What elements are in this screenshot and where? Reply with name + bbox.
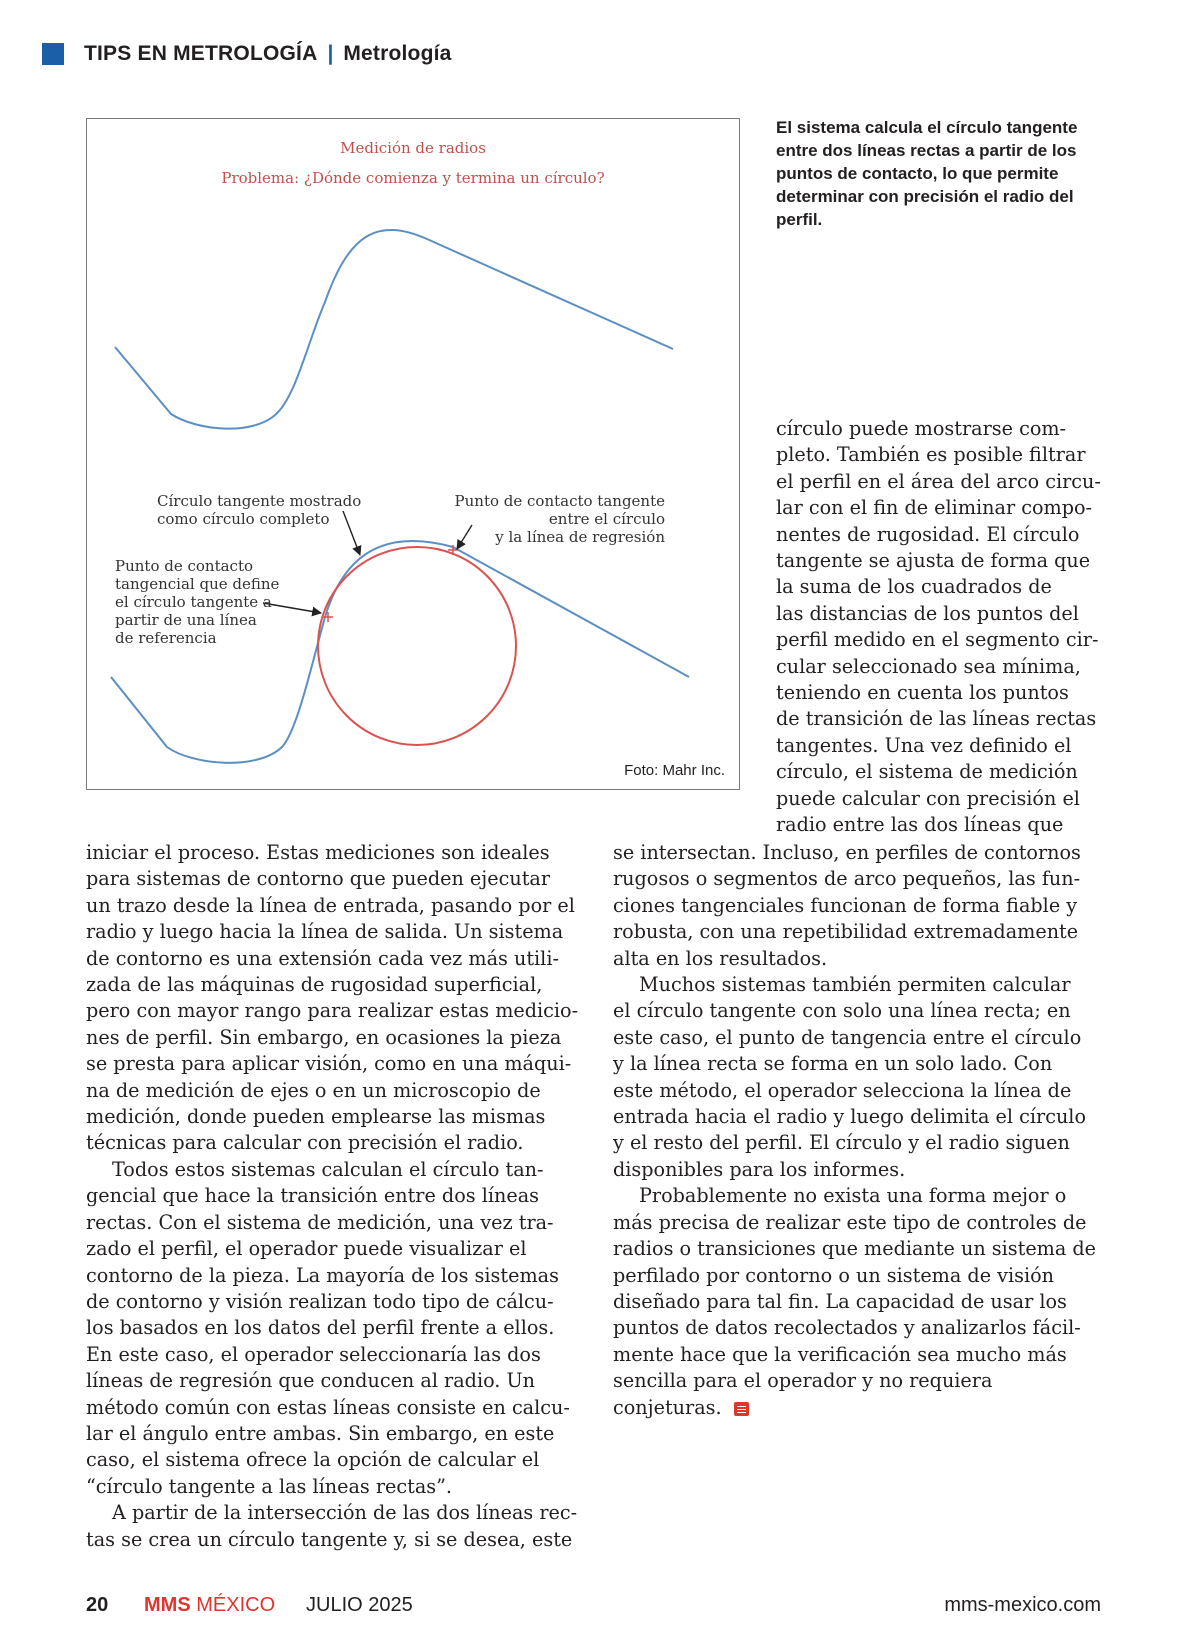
text-line: se presta para aplicar visión, como en una máqui- (86, 1052, 572, 1076)
tangent-circle (318, 547, 516, 745)
text-line: nentes de rugosidad. El círculo (776, 522, 1080, 546)
text-line: el perfil en el área del arco circu- (776, 469, 1101, 493)
text-line: círculo puede mostrarse com- (776, 417, 1067, 440)
article-left-column (86, 840, 578, 1553)
text-line: lar con el fin de eliminar compo- (776, 496, 1093, 520)
text-line: zado el perfil, el operador puede visualizar el (86, 1237, 527, 1261)
text-line: se intersectan. Incluso, en perfiles de contornos (613, 841, 1081, 864)
text-line: teniendo en cuenta los puntos (776, 681, 1069, 705)
text-line: perfil medido en el segmento cir- (776, 628, 1099, 652)
text-line: para sistemas de contorno que pueden ejecutar (86, 867, 551, 891)
label-full-circle: Círculo tangente mostrado como círculo completo (157, 492, 362, 528)
text-line: radios o transiciones que mediante un sistema de (613, 1237, 1097, 1261)
text-line: líneas de regresión que conducen al radio. Un (86, 1369, 536, 1393)
text-line: tangente se ajusta de forma que (776, 549, 1091, 573)
text-line: disponibles para los informes. (613, 1157, 906, 1181)
text-line: alta en los resultados. (613, 946, 828, 970)
label-contact-right: Punto de contacto tangente entre el círculo y la línea de regresión (454, 492, 665, 546)
issue-date: JULIO 2025 (306, 1594, 413, 1616)
section-category: Metrología (343, 42, 452, 65)
text-line: gencial que hace la transición entre dos líneas (86, 1184, 539, 1208)
text-line: técnicas para calcular con precisión el radio. (86, 1131, 524, 1155)
text-line: sencilla para el operador y no requiera (613, 1369, 993, 1393)
text-line: puede calcular con precisión el (776, 786, 1080, 810)
page-footer (86, 1594, 1101, 1622)
brand-rest: MÉXICO (196, 1594, 276, 1616)
text-line: pleto. También es posible filtrar (776, 443, 1086, 467)
text-line: na de medición de ejes o en un microscopio de (86, 1078, 541, 1102)
text-line: rugosos o segmentos de arco pequeños, las fun- (613, 867, 1081, 891)
end-of-article-icon (734, 1402, 749, 1416)
article-right-top (776, 416, 1101, 839)
text-line: la suma de los cuadrados de (776, 575, 1052, 599)
section-title: TIPS EN METROLOGÍA (84, 42, 318, 65)
photo-credit: Foto: Mahr Inc. (624, 762, 725, 779)
text-line: “círculo tangente a las líneas rectas”. (86, 1474, 453, 1498)
text-line: método común con estas líneas consiste en calcu- (86, 1395, 570, 1419)
text-line: y la línea recta se forma en un solo lado. Con (613, 1052, 1053, 1076)
page-header (42, 38, 452, 70)
brand-bold: MMS (144, 1594, 191, 1616)
text-line: En este caso, el operador seleccionaría las dos (86, 1342, 541, 1366)
text-line: rectas. Con el sistema de medición, una vez tra- (86, 1210, 554, 1234)
text-line: más precisa de realizar este tipo de controles de (613, 1210, 1087, 1234)
page-number: 20 (86, 1594, 109, 1616)
text-line: tas se crea un círculo tangente y, si se desea, este (86, 1527, 573, 1551)
profile-diagram (87, 119, 739, 789)
text-line: Muchos sistemas también permiten calcular (639, 973, 1071, 997)
upper-profile-curve (115, 230, 673, 429)
text-line: caso, el sistema ofrece la opción de calcular el (86, 1448, 540, 1472)
text-line: pero con mayor rango para realizar estas medicio- (86, 999, 579, 1023)
text-line: puntos de datos recolectados y analizarlos fácil- (613, 1316, 1081, 1340)
figure-title: Medición de radios (340, 139, 486, 157)
text-line: iniciar el proceso. Estas mediciones son ideales (86, 841, 550, 864)
text-line: cular seleccionado sea mínima, (776, 654, 1081, 678)
article-right-column (613, 840, 1096, 1421)
section-marker-icon (42, 43, 64, 65)
text-line: Todos estos sistemas calculan el círculo tan- (112, 1157, 544, 1181)
text-line: medición, donde pueden emplearse las mismas (86, 1105, 546, 1129)
text-line: ciones tangenciales funcionan de forma fiable y (613, 893, 1078, 917)
text-line: zada de las máquinas de rugosidad superficial, (86, 973, 543, 997)
text-line: tangentes. Una vez definido el (776, 733, 1072, 757)
text-line: de contorno y visión realizan todo tipo de cálcu- (86, 1289, 554, 1313)
text-line: A partir de la intersección de las dos líneas rec- (112, 1501, 578, 1525)
radius-measurement-figure (86, 118, 740, 790)
text-line: lar el ángulo entre ambas. Sin embargo, en este (86, 1421, 555, 1445)
text-line: conjeturas. (613, 1395, 1096, 1421)
text-line: Probablemente no exista una forma mejor o (639, 1184, 1067, 1208)
text-line: radio y luego hacia la línea de salida. Un sistema (86, 920, 564, 944)
website-link[interactable]: mms-mexico.com (944, 1594, 1101, 1616)
text-line: este método, el operador selecciona la línea de (613, 1078, 1072, 1102)
figure-caption: El sistema calcula el círculo tangente entre dos líneas rectas a partir de los puntos de contacto, lo que permite determinar con precisión el radio del perfil. (776, 118, 1078, 229)
text-line: las distancias de los puntos del (776, 601, 1079, 625)
figure-problem: Problema: ¿Dónde comienza y termina un círculo? (221, 169, 605, 187)
text-line: nes de perfil. Sin embargo, en ocasiones la pieza (86, 1025, 562, 1049)
text-line: radio entre las dos líneas que (776, 813, 1064, 837)
text-line: y el resto del perfil. El círculo y el radio siguen (613, 1131, 1070, 1155)
text-line: contorno de la pieza. La mayoría de los sistemas (86, 1263, 559, 1287)
text-line: el círculo tangente con solo una línea recta; en (613, 999, 1071, 1023)
text-line: de contorno es una extensión cada vez más utili- (86, 946, 559, 970)
text-line: los basados en los datos del perfil frente a ellos. (86, 1316, 555, 1340)
text-line: diseñado para tal fin. La capacidad de usar los (613, 1289, 1067, 1313)
text-line: un trazo desde la línea de entrada, pasando por el (86, 893, 575, 917)
label-contact-left: Punto de contacto tangencial que define el círculo tangente a partir de una línea de referencia (115, 557, 280, 647)
text-line: de transición de las líneas rectas (776, 707, 1097, 731)
text-line: perfilado por contorno o un sistema de visión (613, 1263, 1055, 1287)
text-line: mente hace que la verificación sea mucho más (613, 1342, 1067, 1366)
text-line: entrada hacia el radio y luego delimita el círculo (613, 1105, 1086, 1129)
header-separator: | (327, 42, 334, 65)
text-line: círculo, el sistema de medición (776, 760, 1078, 784)
text-line: este caso, el punto de tangencia entre el círculo (613, 1025, 1082, 1049)
text-line: robusta, con una repetibilidad extremadamente (613, 920, 1079, 944)
magazine-brand (144, 1594, 275, 1617)
